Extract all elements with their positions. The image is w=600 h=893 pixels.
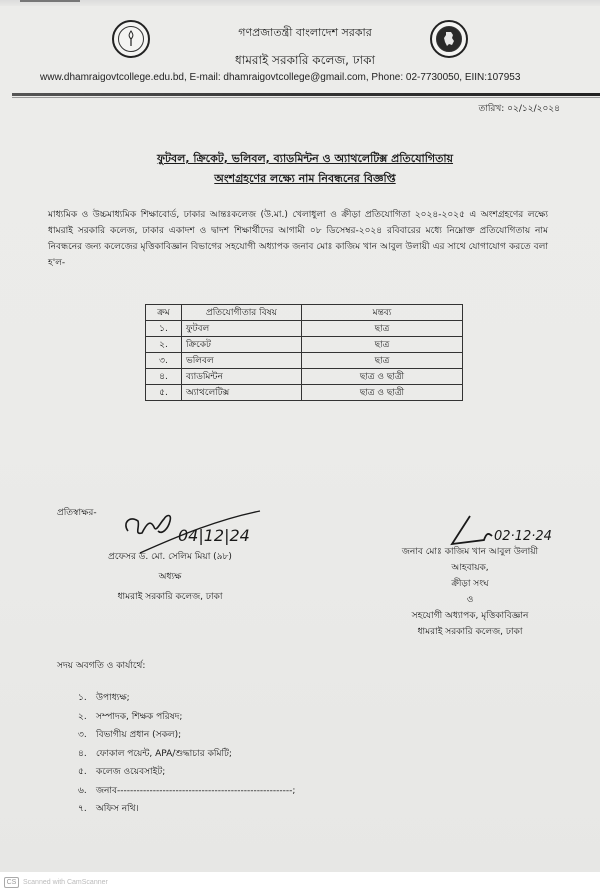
list-item: [78, 708, 295, 727]
list-number: ১.: [78, 693, 87, 703]
cell-remark: ছাত্র ও ছাত্রী: [302, 385, 463, 401]
header-remark: মন্তব্য: [302, 305, 463, 321]
principal-institution: ধামরাই সরকারি কলেজ, ঢাকা: [117, 592, 223, 602]
table-header-row: [146, 305, 463, 321]
scanner-footer: [0, 872, 600, 893]
list-text: ফোকাল পয়েন্ট, APA/শুদ্ধাচার কমিটি;: [96, 748, 232, 759]
letterhead-divider: [12, 93, 600, 96]
notice-title-line2: অংশগ্রহণের লক্ষ্যে নাম নিবন্ধনের বিজ্ঞপ্তি: [214, 172, 396, 185]
table-row: [146, 337, 463, 353]
notice-date: তারিখ: ০২/১২/২০২৪: [478, 104, 560, 114]
convener-role: আহবায়ক,: [451, 563, 489, 573]
cell-remark: ছাত্র: [302, 353, 463, 369]
institution-name: ধামরাই সরকারি কলেজ, ঢাকা: [235, 53, 375, 67]
list-item: [78, 726, 295, 745]
convener-signature-block: [370, 544, 570, 640]
list-number: ৬.: [78, 785, 87, 796]
cell-subject: ক্রিকেট: [182, 337, 302, 353]
notice-body: মাধ্যমিক ও উচ্চমাধ্যমিক শিক্ষাবোর্ড, ঢাকার আন্তঃকলেজ (উ.মা.) খেলাধুলা ও ক্রীড়া প্রতিযোগিতা ২০২৪-২০২৫ এ অংশগ্রহণের লক্ষ্যে ধামরাই সরকারি কলেজ, ঢাকার একাদশ ও দ্বাদশ শিক্ষার্থীদের আগামী ০৮ ডিসেম্বর-২০২৪ রবিবারের মধ্যে নিম্নোক্ত প্রতিযোগিতায় নাম নিবন্ধনের জন্য কলেজের মৃত্তিকাবিজ্ঞান বিভাগের সহযোগী অধ্যাপক জনাব মোঃ কাজিম খান আবুল উলায়ী এর সাথে যোগাযোগ করতে বলা হ'ল-: [48, 210, 548, 268]
table-row: [146, 353, 463, 369]
list-item: [78, 689, 295, 708]
notice-title-line1: ফুটবল, ক্রিকেট, ভলিবল, ব্যাডমিন্টন ও অ্যাথলেটিক্স প্রতিযোগিতায়: [156, 152, 454, 165]
cell-subject: ফুটবল: [182, 321, 302, 337]
principal-signature-block: [70, 547, 270, 607]
list-text: সম্পাদক, শিক্ষক পরিষদ;: [96, 711, 183, 722]
government-name: গণপ্রজাতন্ত্রী বাংলাদেশ সরকার: [238, 26, 372, 39]
competition-table: [145, 304, 463, 401]
convener-designation: সহযোগী অধ্যাপক, মৃত্তিকাবিজ্ঞান: [411, 611, 529, 621]
principal-designation: অধ্যক্ষ: [158, 572, 182, 582]
scanner-watermark: Scanned with CamScanner: [23, 879, 108, 886]
distribution-label: সদয় অবগতি ও কার্যার্থে:: [57, 661, 146, 671]
principal-name: প্রফেসর ড. মো. সেলিম মিয়া (৯৮): [108, 552, 232, 562]
distribution-list: [78, 689, 295, 819]
list-number: ৩.: [78, 730, 87, 740]
cell-subject: অ্যাথলেটিক্স: [182, 385, 302, 401]
cell-subject: ভলিবল: [182, 353, 302, 369]
conjunction: ও: [466, 595, 474, 605]
list-item: [78, 782, 295, 801]
contact-info: www.dhamraigovtcollege.edu.bd, E-mail: dhamraigovtcollege@gmail.com, Phone: 02-7730050, EIIN:107953: [40, 72, 521, 83]
list-item: [78, 745, 295, 764]
list-text: অফিস নথি।: [96, 804, 139, 814]
page-top-edge: [0, 0, 600, 6]
cell-serial: ৪.: [146, 369, 182, 385]
cell-remark: ছাত্র ও ছাত্রী: [302, 369, 463, 385]
list-number: ৪.: [78, 748, 87, 759]
countersign-label: প্রতিস্বাক্ষর-: [57, 508, 97, 518]
list-number: ৭.: [78, 804, 87, 814]
list-item: [78, 800, 295, 819]
cell-serial: ১.: [146, 321, 182, 337]
camscanner-logo-icon: CS: [4, 877, 19, 888]
list-text: উপাধ্যক্ষ;: [96, 693, 130, 703]
svg-text:02·12·24: 02·12·24: [494, 529, 552, 544]
scan-artifact: [20, 0, 80, 2]
list-text: জনাব------------------------------------------------------;: [96, 785, 296, 796]
list-text: কলেজ ওয়েবসাইট;: [96, 767, 166, 777]
cell-subject: ব্যাডমিন্টন: [182, 369, 302, 385]
letterhead-divider-thin: [12, 97, 600, 98]
list-number: ৫.: [78, 767, 87, 777]
cell-serial: ২.: [146, 337, 182, 353]
cell-serial: ৫.: [146, 385, 182, 401]
header-subject: প্রতিযোগীতার বিষয়: [182, 305, 302, 321]
list-item: [78, 763, 295, 782]
table-row: [146, 385, 463, 401]
svg-text:04|12|24: 04|12|24: [178, 526, 250, 545]
convener-institution: ধামরাই সরকারি কলেজ, ঢাকা: [417, 627, 523, 637]
table-row: [146, 369, 463, 385]
list-number: ২.: [78, 711, 87, 722]
cell-remark: ছাত্র: [302, 337, 463, 353]
convener-name: জনাব মোঃ কাজিম খান আবুল উলায়ী: [401, 547, 539, 557]
cell-remark: ছাত্র: [302, 321, 463, 337]
list-text: বিভাগীয় প্রধান (সকল);: [96, 730, 182, 740]
convener-organization: ক্রীড়া সংঘ: [451, 579, 489, 589]
header-serial: ক্রম: [146, 305, 182, 321]
cell-serial: ৩.: [146, 353, 182, 369]
table-row: [146, 321, 463, 337]
